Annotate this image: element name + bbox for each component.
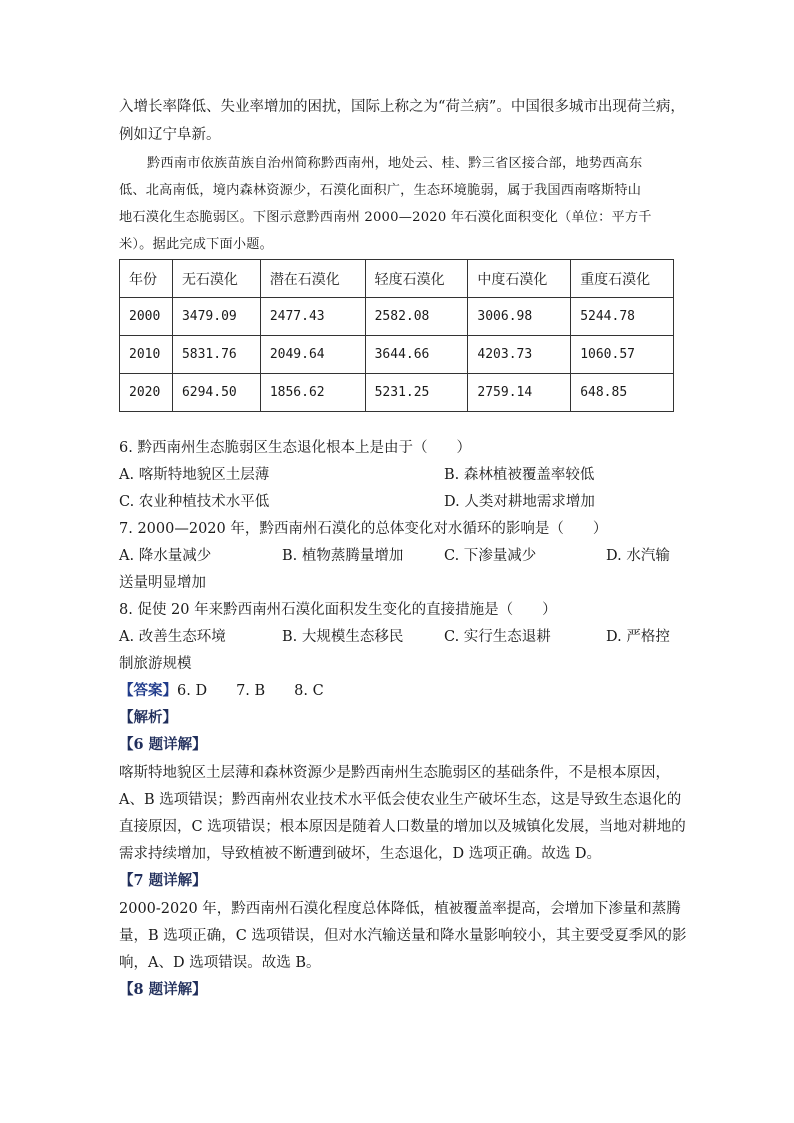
analysis-line: 需求持续增加，导致植被不断遭到破坏，生态退化，D 选项正确。故选 D。 [119, 846, 601, 862]
q6-analysis-tag: 【6 题详解】 [119, 736, 207, 753]
header-cell: 中度石漠化 [468, 260, 571, 298]
question-8-stem: 8. 促使 20 年来黔西南州石漠化面积发生变化的直接措施是（ ） [119, 602, 557, 618]
question-7-stem: 7. 2000—2020 年，黔西南州石漠化的总体变化对水循环的影响是（ ） [119, 521, 608, 537]
desertification-table [119, 259, 674, 412]
q7-option-b: B. 植物蒸腾量增加 [282, 548, 404, 564]
table-cell: 5244.78 [571, 298, 674, 336]
q8-option-d-continued: 制旅游规模 [119, 656, 192, 672]
table-cell: 2000 [120, 298, 173, 336]
table-cell: 648.85 [571, 374, 674, 412]
intro-line: 低、北高南低，境内森林资源少，石漠化面积广，生态环境脆弱，属于我国西南喀斯特山 [119, 183, 642, 198]
table-cell: 5831.76 [172, 336, 260, 374]
table-cell: 3644.66 [365, 336, 468, 374]
intro-line: 米）。据此完成下面小题。 [119, 237, 274, 252]
analysis-line: 2000-2020 年，黔西南州石漠化程度总体降低，植被覆盖率提高，会增加下渗量和蒸腾 [119, 901, 681, 917]
analysis-line: 直接原因，C 选项错误；根本原因是随着人口数量的增加以及城镇化发展，当地对耕地的 [119, 819, 686, 835]
intro-line: 黔西南市依族苗族自治州简称黔西南州，地处云、桂、黔三省区接合部，地势西高东 [147, 156, 643, 171]
table-row [120, 336, 674, 374]
q8-option-a: A. 改善生态环境 [119, 629, 226, 645]
analysis-tag: 【解析】 [119, 709, 177, 726]
answer-tag: 【答案】 [119, 682, 177, 699]
header-cell: 轻度石漠化 [365, 260, 468, 298]
analysis-line: 响，A、D 选项错误。故选 B。 [119, 955, 321, 971]
q7-analysis-tag: 【7 题详解】 [119, 872, 207, 889]
table-cell: 1060.57 [571, 336, 674, 374]
question-6-stem: 6. 黔西南州生态脆弱区生态退化根本上是由于（ ） [119, 440, 471, 456]
table-cell: 3006.98 [468, 298, 571, 336]
text-line: 入增长率降低、失业率增加的困扰，国际上称之为“荷兰病”。中国很多城市出现荷兰病， [119, 99, 685, 115]
q6-option-b: B. 森林植被覆盖率较低 [444, 467, 595, 483]
q6-option-c: C. 农业种植技术水平低 [119, 494, 270, 510]
table-cell: 4203.73 [468, 336, 571, 374]
analysis-line: 量，B 选项正确，C 选项错误，但对水汽输送量和降水量影响较小，其主要受夏季风的影 [119, 928, 687, 944]
header-cell: 无石漠化 [172, 260, 260, 298]
analysis-line: 喀斯特地貌区土层薄和森林资源少是黔西南州生态脆弱区的基础条件，不是根本原因， [119, 765, 670, 781]
q7-option-c: C. 下渗量减少 [444, 548, 537, 564]
analysis-line: A、B 选项错误；黔西南州农业技术水平低会使农业生产破坏生态，这是导致生态退化的 [119, 792, 682, 808]
table-cell: 2582.08 [365, 298, 468, 336]
table-cell: 6294.50 [172, 374, 260, 412]
q8-option-d: D. 严格控 [606, 629, 670, 645]
table-cell: 2759.14 [468, 374, 571, 412]
header-cell: 年份 [120, 260, 173, 298]
table-cell: 2020 [120, 374, 173, 412]
table-row [120, 374, 674, 412]
intro-line: 地石漠化生态脆弱区。下图示意黔西南州 2000—2020 年石漠化面积变化（单位：平方千 [119, 210, 652, 225]
q8-option-b: B. 大规模生态移民 [282, 629, 404, 645]
text-line: 例如辽宁阜新。 [119, 127, 221, 143]
table-cell: 2477.43 [260, 298, 365, 336]
q6-option-d: D. 人类对耕地需求增加 [444, 494, 595, 510]
q8-option-c: C. 实行生态退耕 [444, 629, 551, 645]
q7-option-d: D. 水汽输 [606, 548, 670, 564]
table-cell: 1856.62 [260, 374, 365, 412]
table-cell: 2010 [120, 336, 173, 374]
table-row [120, 298, 674, 336]
answer-text: 6. D 7. B 8. C [177, 683, 324, 699]
header-cell: 潜在石漠化 [260, 260, 365, 298]
q6-option-a: A. 喀斯特地貌区土层薄 [119, 467, 270, 483]
table-cell: 5231.25 [365, 374, 468, 412]
q7-option-d-continued: 送量明显增加 [119, 575, 206, 591]
q7-option-a: A. 降水量减少 [119, 548, 212, 564]
table-cell: 3479.09 [172, 298, 260, 336]
header-cell: 重度石漠化 [571, 260, 674, 298]
answer-line [119, 681, 324, 701]
table-header-row [120, 260, 674, 298]
q8-analysis-tag: 【8 题详解】 [119, 981, 207, 998]
table-cell: 2049.64 [260, 336, 365, 374]
